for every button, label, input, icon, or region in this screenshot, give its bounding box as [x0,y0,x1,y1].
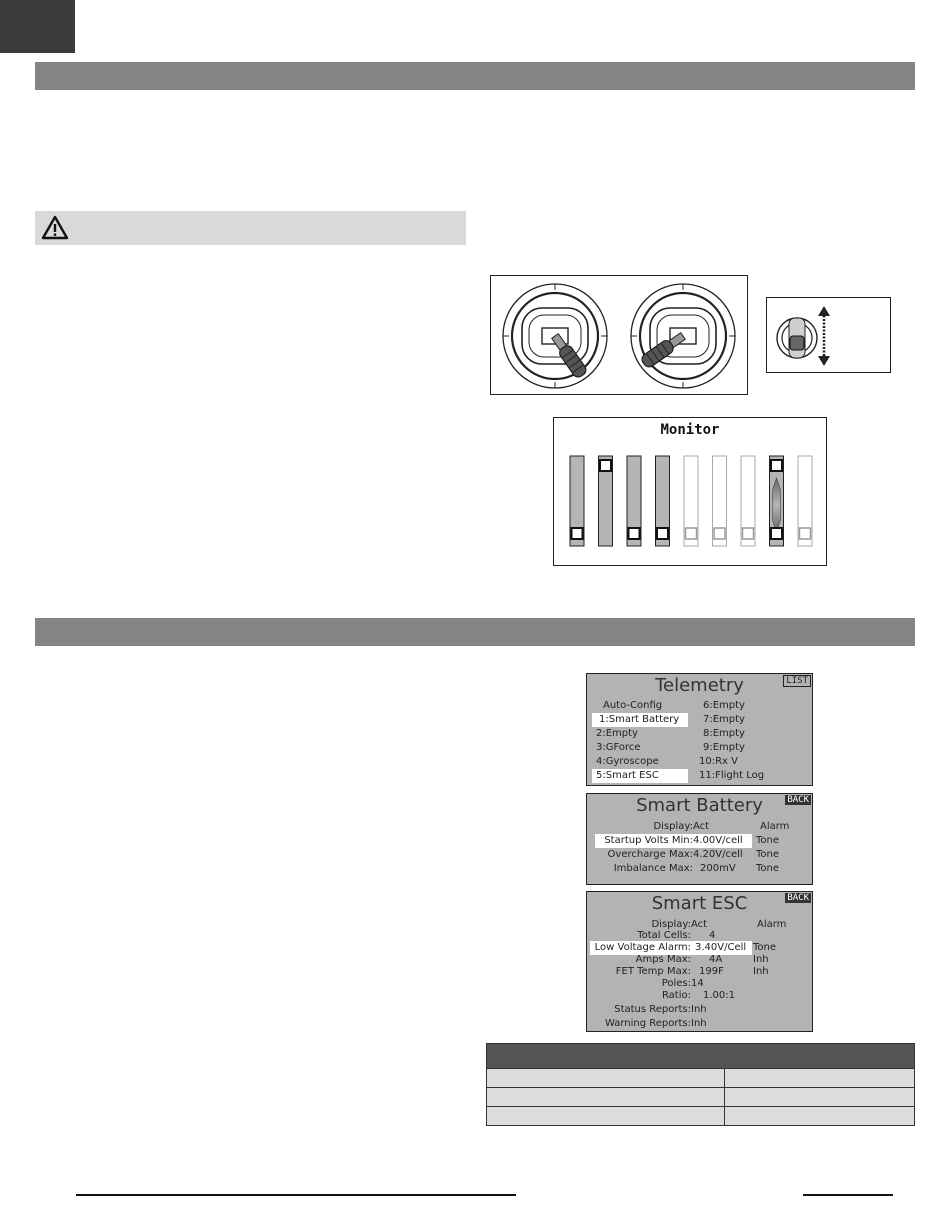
telemetry-slot-8[interactable]: 8:Empty [703,728,745,739]
telemetry-slot-11[interactable]: 11:Flight Log [699,770,765,781]
table-cell [487,1107,725,1126]
table-cell [725,1069,915,1088]
list-button[interactable]: LIST [783,675,811,687]
smart-esc-screen [586,891,813,1032]
imbalance-alarm[interactable]: Tone [756,863,780,874]
warning-reports-value[interactable]: Inh [691,1018,707,1029]
status-reports-value[interactable]: Inh [691,1004,707,1015]
fet-temp-max-label: FET Temp Max: [615,966,691,977]
low-voltage-alarm-value[interactable]: 3.40V/Cell [695,942,747,953]
display-value[interactable]: Act [691,919,708,930]
display-label: Display: [653,821,693,832]
startup-volts-label: Startup Volts Min: [604,835,693,846]
channel-marker [714,528,725,539]
imbalance-value[interactable]: 200mV [700,863,736,874]
imbalance-label: Imbalance Max: [613,863,693,874]
back-button[interactable]: BACK [787,795,809,805]
footer-rule-left [76,1194,516,1196]
telemetry-item-auto-config[interactable]: Auto-Config [603,700,663,711]
overcharge-value[interactable]: 4.20V/cell [693,849,743,860]
left-gimbal [503,284,607,388]
channel-marker [771,528,782,539]
startup-volts-alarm[interactable]: Tone [756,835,780,846]
low-voltage-alarm-alarm[interactable]: Tone [753,942,777,953]
right-gimbal [631,284,735,388]
monitor-channel-bars [570,456,812,546]
telemetry-slot-9[interactable]: 9:Empty [703,742,745,753]
telemetry-slot-7[interactable]: 7:Empty [703,714,745,725]
smart-battery-screen [586,793,813,885]
poles-value[interactable]: 14 [691,978,704,989]
telemetry-screen [586,673,813,786]
table-row [487,1088,915,1107]
channel-marker [572,528,583,539]
amps-max-alarm[interactable]: Inh [753,954,769,965]
channel-marker [743,528,754,539]
toggle-switch-drawing [767,298,890,372]
channel-marker [600,460,611,471]
gimbal-sticks-illustration [490,275,748,395]
ratio-label: Ratio: [661,990,691,1001]
table-cell [487,1088,725,1107]
spec-table [486,1043,915,1126]
startup-volts-value[interactable]: 4.00V/cell [693,835,743,846]
page-corner-tab [0,0,75,53]
low-voltage-alarm-label: Low Voltage Alarm: [594,942,691,953]
total-cells-label: Total Cells: [637,930,691,941]
fet-temp-max-value[interactable]: 199F [699,966,724,977]
footer-rule-right [803,1194,893,1196]
back-button[interactable]: BACK [787,893,809,903]
section-header-bar-2 [35,618,915,646]
table-header-row [487,1044,915,1069]
channel-marker [629,528,640,539]
table-cell [487,1069,725,1088]
table-cell [725,1088,915,1107]
monitor-title: Monitor [660,422,720,438]
telemetry-title: Telemetry [655,675,744,696]
smart-battery-title: Smart Battery [636,795,763,816]
table-header-cell [487,1044,915,1069]
monitor-screen [553,417,827,566]
channel-marker [657,528,668,539]
amps-max-value[interactable]: 4A [709,954,723,965]
telemetry-slot-10[interactable]: 10:Rx V [699,756,738,767]
overcharge-alarm[interactable]: Tone [756,849,780,860]
alarm-header: Alarm [757,919,787,930]
display-value[interactable]: Act [693,821,710,832]
display-label: Display: [651,919,691,930]
channel-marker [800,528,811,539]
alarm-header: Alarm [760,821,790,832]
telemetry-slot-3[interactable]: 3:GForce [596,742,641,753]
smart-esc-title: Smart ESC [651,893,748,914]
warning-reports-label: Warning Reports: [604,1018,691,1029]
travel-range-arrow-icon [773,478,781,532]
warning-banner [35,211,466,245]
telemetry-slot-1[interactable]: 1:Smart Battery [592,713,688,727]
left-stick [549,332,588,379]
telemetry-slot-4[interactable]: 4:Gyroscope [596,756,659,767]
warning-triangle-icon [41,215,69,240]
gimbal-sticks-drawing [491,276,747,394]
status-reports-label: Status Reports: [614,1004,691,1015]
telemetry-slot-6[interactable]: 6:Empty [703,700,745,711]
table-row [487,1107,915,1126]
channel-marker [771,460,782,471]
amps-max-label: Amps Max: [635,954,691,965]
channel-marker [686,528,697,539]
up-down-arrow-icon [818,306,830,366]
ratio-value[interactable]: 1.00:1 [703,990,735,1001]
telemetry-slot-2[interactable]: 2:Empty [596,728,638,739]
section-header-bar-1 [35,62,915,90]
total-cells-value[interactable]: 4 [709,930,716,941]
table-row [487,1069,915,1088]
fet-temp-max-alarm[interactable]: Inh [753,966,769,977]
telemetry-slot-5[interactable]: 5:Smart ESC [592,769,688,783]
overcharge-label: Overcharge Max: [607,849,693,860]
toggle-switch-illustration [766,297,891,373]
table-cell [725,1107,915,1126]
poles-label: Poles: [661,978,691,989]
